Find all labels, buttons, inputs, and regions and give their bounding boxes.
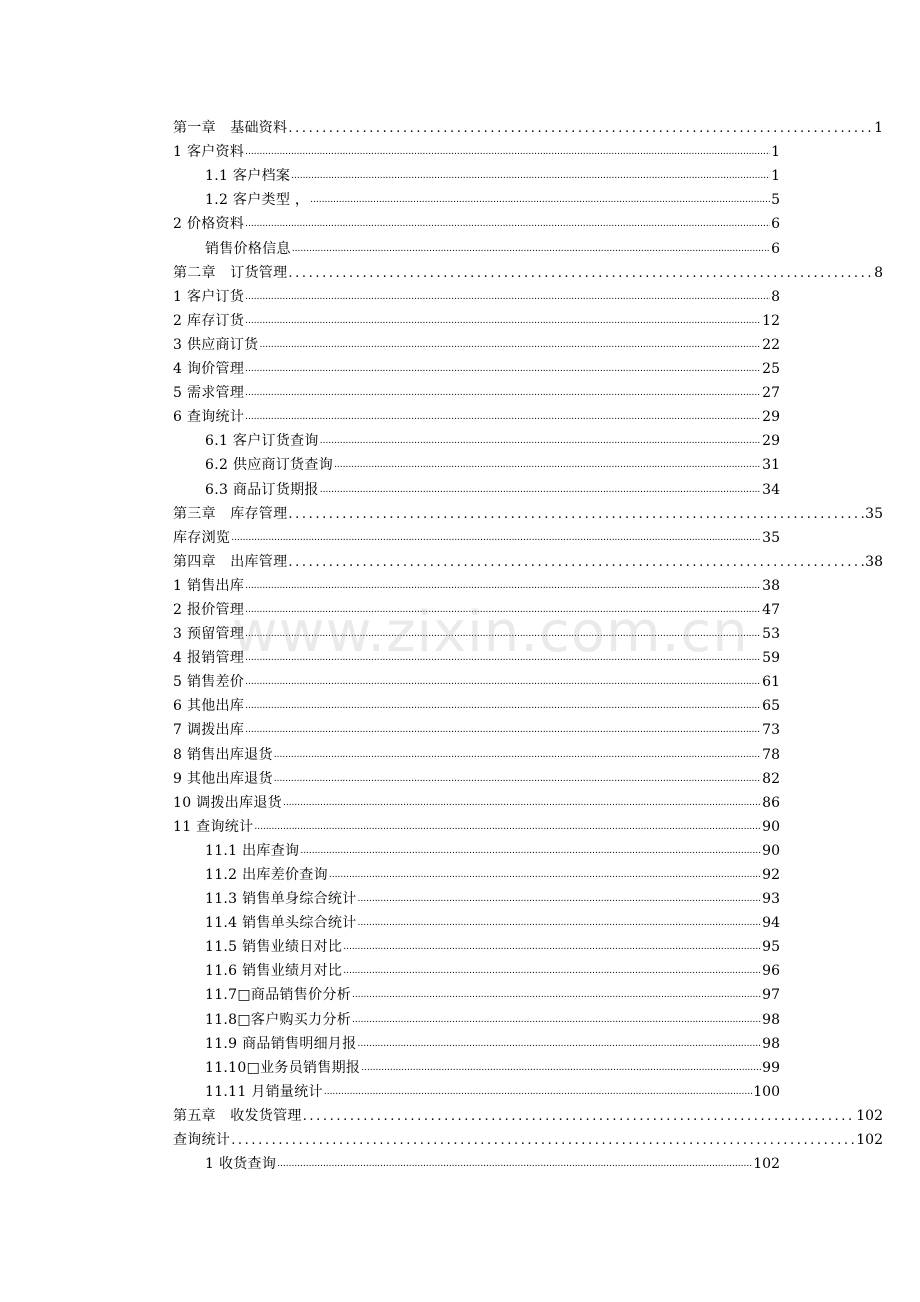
toc-entry-title: 2 报价管理 bbox=[173, 601, 245, 618]
toc-entry-page-number: 96 bbox=[762, 963, 780, 980]
toc-entry-title: 2 价格资料 bbox=[173, 216, 245, 233]
dot-leader bbox=[245, 315, 761, 327]
toc-entry-page-number: 8 bbox=[874, 264, 883, 281]
dot-leader bbox=[288, 266, 873, 282]
toc-entry[interactable] bbox=[173, 1125, 883, 1149]
toc-entry-page-number: 35 bbox=[762, 529, 780, 546]
toc-entry[interactable] bbox=[173, 547, 883, 571]
toc-entry[interactable] bbox=[173, 691, 780, 715]
dot-leader bbox=[288, 507, 864, 523]
toc-entry-title: 查询统计 bbox=[173, 1132, 231, 1149]
toc-entry-page-number: 102 bbox=[856, 1132, 883, 1149]
toc-entry[interactable] bbox=[173, 306, 780, 330]
toc-entry[interactable] bbox=[173, 908, 780, 932]
toc-entry-title: 第五章 收发货管理 bbox=[173, 1107, 302, 1124]
toc-entry-page-number: 29 bbox=[762, 409, 780, 426]
toc-entry-title: 1.2 客户类型 ， bbox=[205, 192, 310, 209]
toc-entry-title: 3 预留管理 bbox=[173, 626, 245, 643]
toc-entry[interactable] bbox=[173, 113, 883, 137]
toc-entry-title: 6.3 商品订货期报 bbox=[205, 481, 319, 498]
toc-entry-page-number: 22 bbox=[762, 336, 780, 353]
dot-leader bbox=[352, 989, 761, 1001]
toc-entry-title: 第一章 基础资料 bbox=[173, 120, 288, 137]
toc-entry[interactable] bbox=[173, 450, 780, 474]
toc-entry-page-number: 94 bbox=[762, 915, 780, 932]
toc-entry-page-number: 5 bbox=[771, 192, 780, 209]
toc-entry[interactable] bbox=[173, 233, 780, 257]
toc-entry[interactable] bbox=[173, 1077, 780, 1101]
dot-leader bbox=[324, 1086, 752, 1098]
toc-entry[interactable] bbox=[173, 474, 780, 498]
toc-entry[interactable] bbox=[173, 788, 780, 812]
toc-entry[interactable] bbox=[173, 258, 883, 282]
toc-entry[interactable] bbox=[173, 739, 780, 763]
toc-entry[interactable] bbox=[173, 426, 780, 450]
toc-entry-title: 11.1 出库查询 bbox=[205, 842, 300, 859]
toc-entry-title: 第四章 出库管理 bbox=[173, 553, 288, 570]
toc-entry-page-number: 1 bbox=[771, 144, 780, 161]
toc-entry[interactable] bbox=[173, 571, 780, 595]
toc-entry-title: 11.10□业务员销售期报 bbox=[205, 1059, 361, 1076]
dot-leader bbox=[274, 773, 761, 785]
toc-entry-title: 11.2 出库差价查询 bbox=[205, 867, 328, 883]
watermark: www.zixin.com.cn bbox=[232, 600, 749, 665]
dot-leader bbox=[245, 411, 761, 423]
toc-entry-page-number: 90 bbox=[762, 842, 780, 859]
toc-entry-title: 销售价格信息 bbox=[205, 240, 291, 257]
toc-entry[interactable] bbox=[173, 812, 780, 836]
toc-entry-page-number: 8 bbox=[771, 288, 780, 305]
toc-entry-title: 5 需求管理 bbox=[173, 385, 245, 402]
dot-leader bbox=[245, 387, 761, 399]
toc-entry-page-number: 97 bbox=[762, 987, 780, 1004]
toc-entry-title: 第二章 订货管理 bbox=[173, 264, 288, 281]
toc-entry[interactable] bbox=[173, 499, 883, 523]
dot-leader bbox=[291, 170, 770, 182]
dot-leader bbox=[245, 291, 770, 303]
dot-leader bbox=[245, 676, 761, 688]
toc-entry[interactable] bbox=[173, 161, 780, 185]
dot-leader bbox=[310, 194, 770, 206]
dot-leader bbox=[320, 435, 761, 447]
toc-entry[interactable] bbox=[173, 1053, 780, 1077]
dot-leader bbox=[292, 243, 770, 255]
toc-entry[interactable] bbox=[173, 884, 780, 908]
toc-entry-page-number: 99 bbox=[762, 1059, 780, 1076]
toc-entry-title: 1 客户资料 bbox=[173, 144, 245, 161]
toc-entry[interactable] bbox=[173, 282, 780, 306]
toc-entry[interactable] bbox=[173, 1101, 883, 1125]
dot-leader bbox=[245, 724, 761, 736]
toc-entry[interactable] bbox=[173, 185, 780, 209]
toc-entry-page-number: 25 bbox=[762, 361, 780, 378]
dot-leader bbox=[283, 797, 761, 809]
toc-entry[interactable] bbox=[173, 402, 780, 426]
toc-entry-page-number: 27 bbox=[762, 385, 780, 402]
toc-entry-page-number: 6 bbox=[771, 240, 780, 257]
toc-entry-title: 11.9 商品销售明细月报 bbox=[205, 1035, 357, 1052]
toc-entry[interactable] bbox=[173, 137, 780, 161]
toc-entry-title: 11.6 销售业绩月对比 bbox=[205, 963, 343, 980]
toc-entry-title: 6.1 客户订货查询 bbox=[205, 433, 319, 450]
toc-entry-title: 10 调拨出库退货 bbox=[173, 794, 282, 811]
toc-entry[interactable] bbox=[173, 330, 780, 354]
toc-entry-title: 3 供应商订货 bbox=[173, 336, 259, 353]
dot-leader bbox=[358, 893, 762, 905]
dot-leader bbox=[361, 1062, 761, 1074]
toc-entry-page-number: 98 bbox=[762, 1035, 780, 1052]
toc-entry-page-number: 38 bbox=[865, 553, 883, 570]
toc-entry-title: 11.8□客户购买力分析 bbox=[205, 1011, 351, 1028]
toc-entry[interactable] bbox=[173, 667, 780, 691]
dot-leader bbox=[300, 845, 761, 857]
toc-entry-title: 5 销售差价 bbox=[173, 674, 245, 691]
toc-entry[interactable] bbox=[173, 1029, 780, 1053]
dot-leader bbox=[343, 965, 761, 977]
dot-leader bbox=[254, 821, 761, 833]
dot-leader bbox=[288, 555, 864, 571]
toc-entry-title: 7 调拨出库 bbox=[173, 722, 245, 739]
dot-leader bbox=[245, 580, 761, 592]
toc-entry-title: 4 报销管理 bbox=[173, 650, 245, 667]
dot-leader bbox=[303, 1109, 856, 1125]
toc-entry[interactable] bbox=[173, 956, 780, 980]
toc-entry[interactable] bbox=[173, 523, 780, 547]
toc-entry-page-number: 38 bbox=[762, 577, 780, 594]
toc-entry-page-number: 82 bbox=[762, 770, 780, 787]
toc-entry-title: 8 销售出库退货 bbox=[173, 746, 273, 763]
dot-leader bbox=[352, 1014, 761, 1026]
toc-entry-page-number: 1 bbox=[874, 120, 883, 137]
toc-entry[interactable] bbox=[173, 715, 780, 739]
dot-leader bbox=[343, 941, 761, 953]
toc-entry-page-number: 59 bbox=[762, 650, 780, 667]
toc-entry-title: 9 其他出库退货 bbox=[173, 770, 273, 787]
toc-entry-title: 11.11 月销量统计 bbox=[205, 1083, 323, 1100]
toc-entry-title: 11 查询统计 bbox=[173, 818, 254, 835]
dot-leader bbox=[245, 363, 761, 375]
toc-entry-title: 11.3 销售单身综合统计 bbox=[205, 891, 357, 908]
toc-entry-title: 2 库存订货 bbox=[173, 312, 245, 329]
toc-entry-title: 11.7□商品销售价分析 bbox=[205, 987, 351, 1004]
dot-leader bbox=[259, 339, 761, 351]
toc-entry-page-number: 73 bbox=[762, 722, 780, 739]
toc-entry[interactable] bbox=[173, 932, 780, 956]
toc-entry-page-number: 53 bbox=[762, 626, 780, 643]
dot-leader bbox=[274, 749, 761, 761]
toc-entry-title: 11.4 销售单头综合统计 bbox=[205, 915, 357, 932]
toc-entry[interactable] bbox=[173, 354, 780, 378]
dot-leader bbox=[334, 459, 761, 471]
toc-entry-page-number: 90 bbox=[762, 818, 780, 835]
toc-entry-page-number: 92 bbox=[762, 867, 780, 883]
toc-entry-page-number: 95 bbox=[762, 939, 780, 956]
toc-entry-title: 第三章 库存管理 bbox=[173, 505, 288, 522]
toc-entry[interactable] bbox=[173, 378, 780, 402]
toc-entry-title: 6 其他出库 bbox=[173, 698, 245, 715]
toc-entry-page-number: 65 bbox=[762, 698, 780, 715]
dot-leader bbox=[320, 484, 761, 496]
toc-entry-page-number: 98 bbox=[762, 1011, 780, 1028]
toc-entry-title: 6 查询统计 bbox=[173, 409, 245, 426]
toc-entry-title: 4 询价管理 bbox=[173, 361, 245, 378]
toc-entry-title: 库存浏览 bbox=[173, 529, 231, 546]
toc-entry-page-number: 102 bbox=[753, 1156, 780, 1173]
toc-entry-title: 11.5 销售业绩日对比 bbox=[205, 939, 343, 956]
toc-entry-page-number: 86 bbox=[762, 794, 780, 811]
toc-entry[interactable] bbox=[173, 980, 780, 1004]
toc-entry-title: 1 销售出库 bbox=[173, 577, 245, 594]
dot-leader bbox=[358, 917, 762, 929]
toc-entry[interactable] bbox=[173, 209, 780, 233]
toc-entry-page-number: 102 bbox=[856, 1107, 883, 1124]
dot-leader bbox=[245, 700, 761, 712]
toc-entry-page-number: 29 bbox=[762, 433, 780, 450]
toc-entry-page-number: 12 bbox=[762, 312, 780, 329]
toc-entry-title: 1 客户订货 bbox=[173, 288, 245, 305]
toc-entry[interactable] bbox=[173, 1004, 780, 1028]
toc-entry[interactable] bbox=[173, 836, 780, 860]
toc-entry-title: 1 收货查询 bbox=[205, 1156, 277, 1173]
toc-entry-page-number: 47 bbox=[762, 601, 780, 618]
dot-leader bbox=[329, 869, 761, 881]
toc-entry-title: 6.2 供应商订货查询 bbox=[205, 457, 334, 474]
toc-entry-page-number: 35 bbox=[865, 505, 883, 522]
toc-entry-page-number: 34 bbox=[762, 481, 780, 498]
toc-entry-title: 1.1 客户档案 bbox=[205, 168, 291, 185]
toc-entry[interactable] bbox=[173, 1149, 780, 1173]
toc-entry[interactable] bbox=[173, 764, 780, 788]
toc-entry-page-number: 93 bbox=[762, 891, 780, 908]
dot-leader bbox=[245, 218, 770, 230]
toc-entry[interactable] bbox=[173, 860, 780, 884]
dot-leader bbox=[358, 1038, 762, 1050]
toc-entry-page-number: 100 bbox=[753, 1083, 780, 1100]
dot-leader bbox=[288, 121, 873, 137]
dot-leader bbox=[277, 1158, 752, 1170]
dot-leader bbox=[231, 532, 761, 544]
dot-leader bbox=[231, 1133, 855, 1149]
toc-entry-page-number: 6 bbox=[771, 216, 780, 233]
toc-entry-page-number: 31 bbox=[762, 457, 780, 474]
toc-entry-page-number: 78 bbox=[762, 746, 780, 763]
dot-leader bbox=[245, 146, 770, 158]
toc-entry-page-number: 61 bbox=[762, 674, 780, 691]
toc-entry-page-number: 1 bbox=[771, 168, 780, 185]
